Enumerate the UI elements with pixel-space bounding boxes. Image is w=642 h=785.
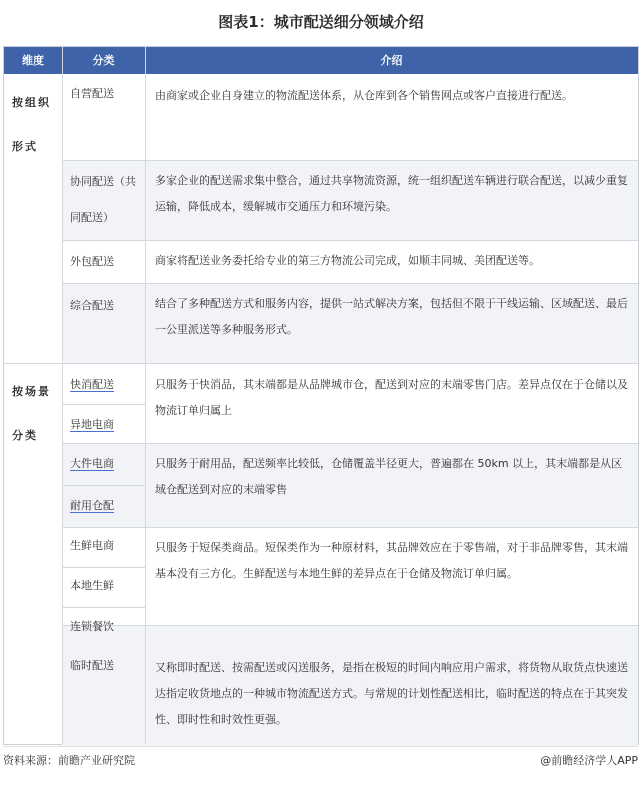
category-cell: 自营配送 [70, 87, 114, 100]
source-note: 资料来源：前瞻产业研究院 [3, 754, 135, 767]
description-cell: 只服务于快消品，其末端都是从品牌城市仓，配送到对应的末端零售门店。差异点仅在于仓储以及物流订单归属上 [155, 378, 628, 417]
description-cell: 只服务于耐用品，配送频率比较低，仓储覆盖半径更大，普遍都在 50km 以上，其末端都是从区域仓配送到对应的末端零售 [155, 457, 623, 496]
description-cell: 结合了多种配送方式和服务内容，提供一站式解决方案，包括但不限于干线运输、区域配送、最后一公里派送等多种服务形式。 [155, 297, 628, 336]
category-cell: 耐用仓配 [70, 499, 114, 512]
dimension-cell: 按场景分类 [12, 385, 51, 442]
description-cell: 只服务于短保类商品。短保类作为一种原材料，其品牌效应在于零售端，对于非品牌零售，其末端基本没有三方化。生鲜配送与本地生鲜的差异点在于仓储及物流订单归属。 [155, 541, 628, 580]
figure-title: 图表1：城市配送细分领域介绍 [218, 13, 424, 31]
category-cell: 外包配送 [70, 255, 114, 268]
category-cell: 生鲜电商 [70, 539, 114, 552]
category-cell: 异地电商 [70, 418, 114, 431]
category-cell: 大件电商 [70, 457, 114, 470]
header-category: 分类 [62, 47, 145, 74]
dimension-cell: 按组织形式 [12, 96, 51, 153]
header-intro: 介绍 [145, 47, 638, 74]
category-cell: 本地生鲜 [70, 579, 114, 592]
credit-note: @前瞻经济学人APP [540, 754, 638, 767]
header-dimension: 维度 [4, 47, 62, 74]
category-cell: 临时配送 [70, 659, 114, 672]
classification-table [3, 46, 639, 745]
category-cell: 协同配送（共同配送） [70, 175, 136, 224]
footer-divider [3, 746, 639, 747]
description-cell: 多家企业的配送需求集中整合，通过共享物流资源，统一组织配送车辆进行联合配送，以减少重复运输，降低成本，缓解城市交通压力和环境污染。 [155, 174, 628, 213]
category-cell: 快消配送 [70, 378, 114, 391]
category-cell: 连锁餐饮 [70, 620, 114, 633]
category-cell: 综合配送 [70, 299, 114, 312]
description-cell: 由商家或企业自身建立的物流配送体系，从仓库到各个销售网点或客户直接进行配送。 [155, 89, 573, 102]
description-cell: 商家将配送业务委托给专业的第三方物流公司完成，如顺丰同城、美团配送等。 [155, 254, 540, 267]
description-cell: 又称即时配送、按需配送或闪送服务，是指在极短的时间内响应用户需求，将货物从取货点快速送达指定收货地点的一种城市物流配送方式。与常规的计划性配送相比，临时配送的特点在于其突发性、即时性和时效性更强。 [155, 661, 628, 726]
row-divider [62, 625, 638, 626]
